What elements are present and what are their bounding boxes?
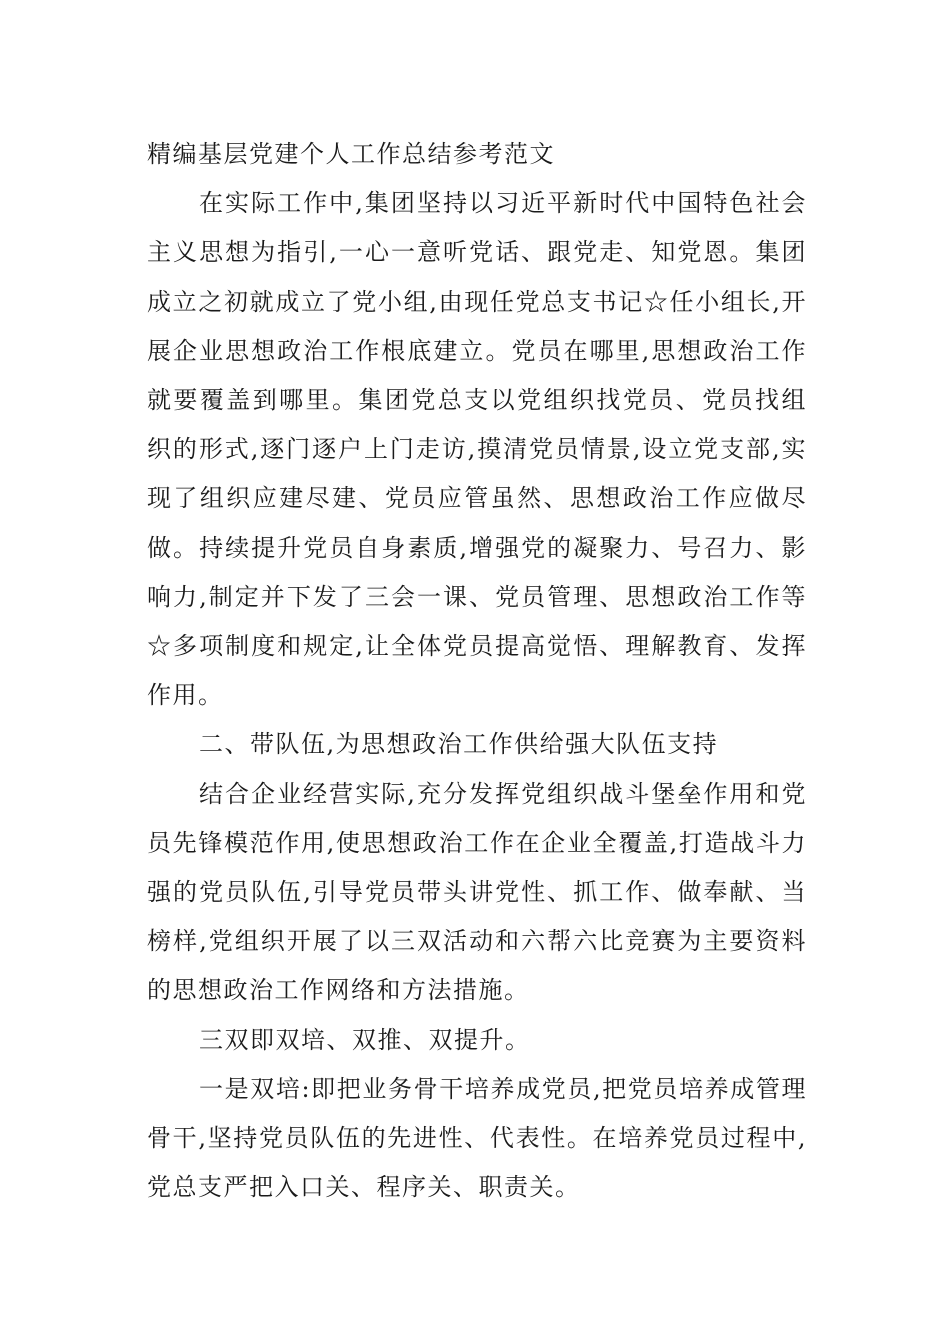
paragraph-2: 结合企业经营实际,充分发挥党组织战斗堡垒作用和党员先锋模范作用,使思想政治工作在企业全覆盖,打造战斗力强的党员队伍,引导党员带头讲党性、抓工作、做奉献、当榜样,党组织开展了以三双活动和六帮六比竞赛为主要资料的思想政治工作网络和方法措施。 [147, 779, 807, 1005]
document-title: 精编基层党建个人工作总结参考范文 [147, 140, 555, 168]
paragraph-4: 一是双培:即把业务骨干培养成党员,把党员培养成管理骨干,坚持党员队伍的先进性、代表性。在培养党员过程中,党总支严把入口关、程序关、职责关。 [147, 1074, 807, 1202]
paragraph-1: 在实际工作中,集团坚持以习近平新时代中国特色社会主义思想为指引,一心一意听党话、跟党走、知党恩。集团成立之初就成立了党小组,由现任党总支书记☆任小组长,开展企业思想政治工作根底建立。党员在哪里,思想政治工作就要覆盖到哪里。集团党总支以党组织找党员、党员找组织的形式,逐门逐户上门走访,摸清党员情景,设立党支部,实现了组织应建尽建、党员应管虽然、思想政治工作应做尽做。持续提升党员自身素质,增强党的凝聚力、号召力、影响力,制定并下发了三会一课、党员管理、思想政治工作等☆多项制度和规定,让全体党员提高觉悟、理解教育、发挥作用。 [147, 189, 807, 710]
document-body [147, 130, 807, 1212]
section-heading-2: 二、带队伍,为思想政治工作供给强大队伍支持 [199, 730, 719, 759]
paragraph-3: 三双即双培、双推、双提升。 [199, 1025, 531, 1054]
